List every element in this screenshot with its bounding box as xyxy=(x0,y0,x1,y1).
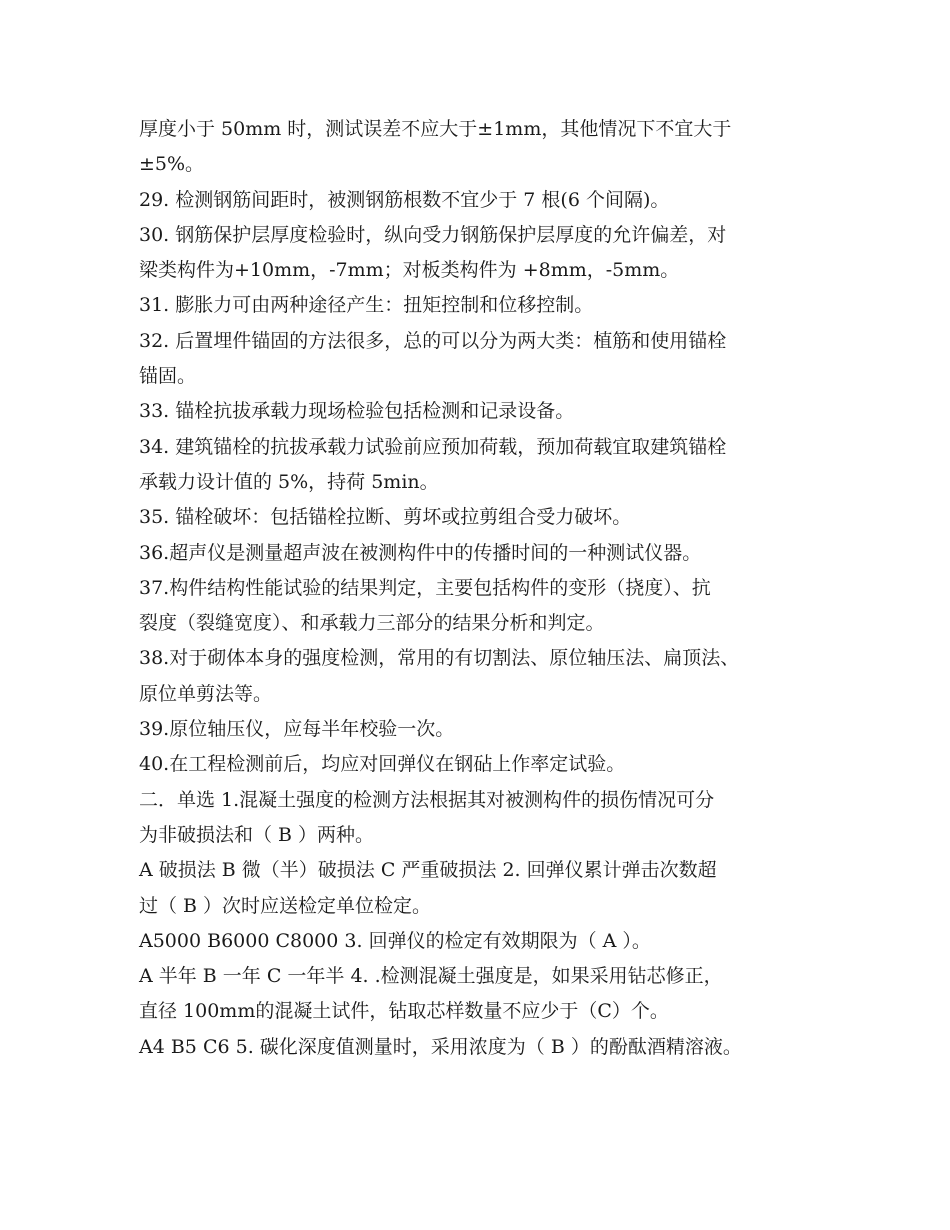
text-line: A 破损法 B 微（半）破损法 C 严重破损法 2. 回弹仪累计弹击次数超 xyxy=(139,859,717,882)
text-line: 31. 膨胀力可由两种途径产生：扭矩控制和位移控制。 xyxy=(139,294,594,317)
text-line: 32. 后置埋件锚固的方法很多，总的可以分为两大类：植筋和使用锚栓 xyxy=(139,329,727,352)
text-line: 原位单剪法等。 xyxy=(139,682,273,705)
text-line: 裂度（裂缝宽度）、和承载力三部分的结果分析和判定。 xyxy=(139,612,605,635)
text-line: A5000 B6000 C8000 3. 回弹仪的检定有效期限为（ A ）。 xyxy=(139,929,651,952)
text-line: 30. 钢筋保护层厚度检验时，纵向受力钢筋保护层厚度的允许偏差，对 xyxy=(139,223,727,246)
text-line: 直径 100mm的混凝土试件，钻取芯样数量不应少于（C）个。 xyxy=(139,1000,669,1023)
text-line: 33. 锚栓抗拔承载力现场检验包括检测和记录设备。 xyxy=(139,400,575,423)
text-line: 40.在工程检测前后，均应对回弹仪在钢砧上作率定试验。 xyxy=(139,753,626,776)
text-line: 38.对于砌体本身的强度检测，常用的有切割法、原位轴压法、扁顶法、 xyxy=(139,647,740,670)
text-line: 二．单选 1.混凝土强度的检测方法根据其对被测构件的损伤情况可分 xyxy=(139,788,715,811)
text-line: 39.原位轴压仪，应每半年校验一次。 xyxy=(139,718,455,741)
text-line: 37.构件结构性能试验的结果判定，主要包括构件的变形（挠度）、抗 xyxy=(139,576,711,599)
document-body xyxy=(139,112,829,1065)
text-line: 厚度小于 50mm 时，测试误差不应大于±1mm，其他情况下不宜大于 xyxy=(139,118,732,140)
text-line: A 半年 B 一年 C 一年半 4. .检测混凝土强度是，如果采用钻芯修正， xyxy=(139,965,723,988)
text-line: 29. 检测钢筋间距时，被测钢筋根数不宜少于 7 根(6 个间隔)。 xyxy=(139,188,670,211)
text-line: ±5%。 xyxy=(139,153,205,176)
text-line: 35. 锚栓破坏：包括锚栓拉断、剪坏或拉剪组合受力破坏。 xyxy=(139,506,632,529)
text-line: 34. 建筑锚栓的抗拔承载力试验前应预加荷载，预加荷载宜取建筑锚栓 xyxy=(139,435,727,458)
text-line: 36.超声仪是测量超声波在被测构件中的传播时间的一种测试仪器。 xyxy=(139,541,702,564)
text-line: 过（ B ）次时应送检定单位检定。 xyxy=(139,894,432,917)
text-line: A4 B5 C6 5. 碳化深度值测量时，采用浓度为（ B ）的酚酞酒精溶液。 xyxy=(139,1035,742,1058)
text-line: 承载力设计值的 5%，持荷 5min。 xyxy=(139,470,439,493)
text-line: 梁类构件为+10mm，-7mm；对板类构件为 +8mm，-5mm。 xyxy=(139,259,680,282)
text-line: 为非破损法和（ B ）两种。 xyxy=(139,823,375,846)
text-line: 锚固。 xyxy=(139,365,197,388)
